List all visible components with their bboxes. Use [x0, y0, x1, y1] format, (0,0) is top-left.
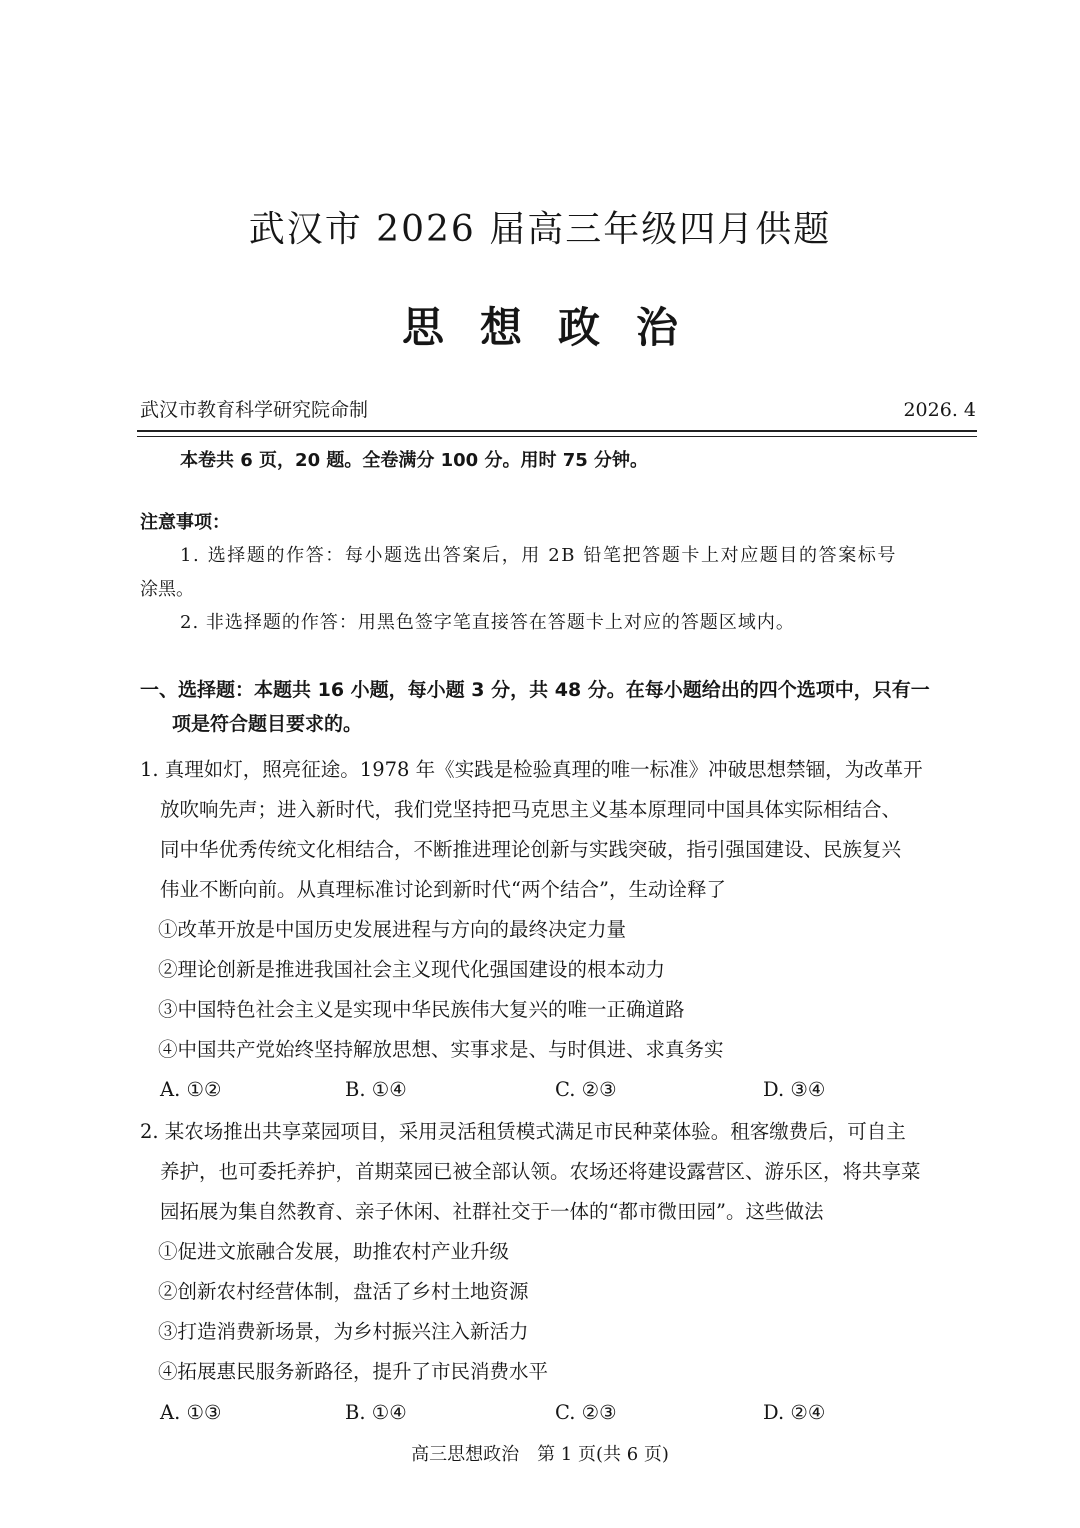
question-1-option-c: C. ②③: [555, 1078, 617, 1101]
notice-item-1: 1. 选择题的作答：每小题选出答案后，用 2B 铅笔把答题卡上对应题目的答案标号: [180, 545, 898, 566]
question-2-option-b: B. ①④: [345, 1401, 407, 1424]
question-2-option-a: A. ①③: [160, 1401, 222, 1424]
section-1-heading: 一、选择题：本题共 16 小题，每小题 3 分，共 48 分。在每小题给出的四个选项中，只有一: [140, 679, 930, 701]
notice-heading: 注意事项：: [140, 512, 230, 533]
question-1-stem-line: 伟业不断向前。从真理标准讨论到新时代“两个结合”，生动诠释了: [160, 878, 726, 901]
question-2-stem-line: 2. 某农场推出共享菜园项目，采用灵活租赁模式满足市民种菜体验。租客缴费后，可自主: [140, 1120, 906, 1143]
question-2-statement-1: ①促进文旅融合发展，助推农村产业升级: [158, 1240, 510, 1263]
exam-info: 本卷共 6 页，20 题。全卷满分 100 分。用时 75 分钟。: [180, 450, 649, 471]
question-1-stem-line: 同中华优秀传统文化相结合，不断推进理论创新与实践突破，指引强国建设、民族复兴: [160, 838, 902, 861]
question-1-option-d: D. ③④: [763, 1078, 826, 1101]
publisher: 武汉市教育科学研究院命制: [140, 399, 369, 421]
question-2-option-d: D. ②④: [763, 1401, 826, 1424]
question-1-statement-3: ③中国特色社会主义是实现中华民族伟大复兴的唯一正确道路: [158, 998, 685, 1021]
header-rule-top: [137, 430, 977, 432]
question-1-option-a: A. ①②: [160, 1078, 222, 1101]
header-rule-bottom: [137, 436, 977, 437]
question-2-statement-2: ②创新农村经营体制，盘活了乡村土地资源: [158, 1280, 529, 1303]
question-2-statement-4: ④拓展惠民服务新路径，提升了市民消费水平: [158, 1360, 549, 1383]
question-1-stem-line: 放吹响先声；进入新时代，我们党坚持把马克思主义基本原理同中国具体实际相结合、: [160, 798, 902, 821]
exam-date: 2026. 4: [903, 399, 976, 421]
question-1-statement-1: ①改革开放是中国历史发展进程与方向的最终决定力量: [158, 918, 627, 941]
notice-item-2: 2. 非选择题的作答：用黑色签字笔直接答在答题卡上对应的答题区域内。: [180, 612, 795, 633]
question-2-stem-line: 园拓展为集自然教育、亲子休闲、社群社交于一体的“都市微田园”。这些做法: [160, 1200, 824, 1223]
notice-item-1-cont: 涂黑。: [140, 579, 194, 600]
section-1-heading-cont: 项是符合题目要求的。: [172, 713, 363, 735]
question-2-stem-line: 养护，也可委托养护，首期菜园已被全部认领。农场还将建设露营区、游乐区，将共享菜: [160, 1160, 921, 1183]
question-1-statement-4: ④中国共产党始终坚持解放思想、实事求是、与时俱进、求真务实: [158, 1038, 724, 1061]
subject-title: 思想政治: [401, 303, 714, 352]
page-footer: 高三思想政治 第 1 页(共 6 页): [411, 1444, 669, 1465]
exam-title: 武汉市 2026 届高三年级四月供题: [248, 209, 832, 250]
question-1-statement-2: ②理论创新是推进我国社会主义现代化强国建设的根本动力: [158, 958, 666, 981]
question-2-statement-3: ③打造消费新场景，为乡村振兴注入新活力: [158, 1320, 529, 1343]
question-2-option-c: C. ②③: [555, 1401, 617, 1424]
question-1-stem-line: 1. 真理如灯，照亮征途。1978 年《实践是检验真理的唯一标准》冲破思想禁锢，为改革开: [140, 758, 923, 781]
question-1-option-b: B. ①④: [345, 1078, 407, 1101]
